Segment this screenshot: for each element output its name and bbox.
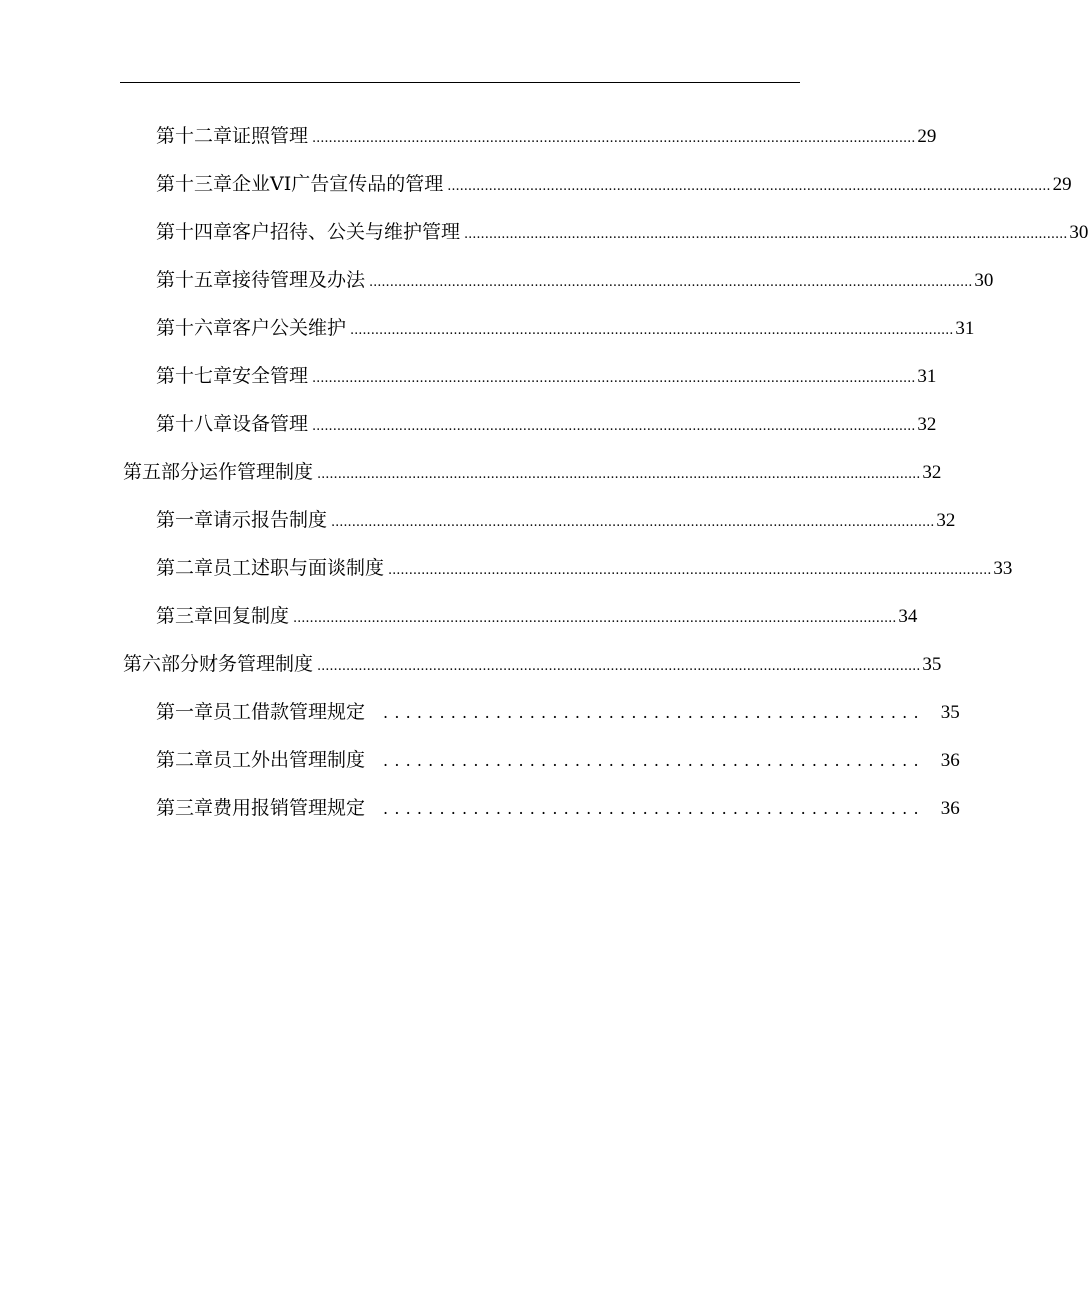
toc-entry[interactable]	[156, 208, 1088, 256]
toc-entry-page: 29	[1052, 174, 1072, 195]
toc-entry-page: 33	[993, 558, 1013, 579]
header-rule	[120, 82, 800, 83]
toc-entry-number: 第一章	[156, 701, 214, 723]
toc-entry-title: 企业VI广告宣传品的管理	[232, 173, 444, 195]
toc-dot-leader: ..................................................................................................................................................	[312, 371, 916, 386]
toc-dot-leader: ..................................................................................................................................................	[331, 515, 935, 530]
toc-entry[interactable]	[156, 784, 960, 832]
toc-dot-leader: ..................................................................................................................................................	[312, 419, 916, 434]
toc-entry-page: 29	[917, 126, 937, 147]
toc-entry-page: 31	[917, 366, 937, 387]
toc-entry-number: 第十五章	[156, 269, 233, 291]
toc-dot-leader: ..................................................................................................................................................	[447, 179, 1051, 194]
toc-entry-number: 第三章	[156, 797, 214, 819]
toc-entry-page: 32	[936, 510, 956, 531]
toc-entry-title: 客户招待、公关与维护管理	[232, 221, 461, 243]
toc-entry-number: 第十二章	[156, 125, 233, 147]
toc-dot-leader: ................................................	[383, 799, 925, 818]
toc-entry-page: 30	[974, 270, 994, 291]
toc-entry-number: 第十六章	[156, 317, 233, 339]
toc-entry-title: 费用报销管理规定	[213, 797, 366, 819]
toc-entry[interactable]	[156, 544, 1013, 592]
toc-entry-number: 第十八章	[156, 413, 233, 435]
toc-entry[interactable]	[156, 496, 956, 544]
toc-entry-number: 第五部分	[123, 461, 200, 483]
toc-entry-title: 回复制度	[213, 605, 290, 627]
toc-entry-number: 第十四章	[156, 221, 233, 243]
toc-entry-page: 35	[922, 654, 942, 675]
toc-entry-number: 第一章	[156, 509, 214, 531]
toc-dot-leader: ..................................................................................................................................................	[317, 659, 921, 674]
toc-entry-title: 请示报告制度	[213, 509, 328, 531]
toc-entry-page: 36	[940, 750, 960, 771]
toc-entry-title: 证照管理	[232, 125, 309, 147]
toc-entry-page: 35	[940, 702, 960, 723]
toc-entry-page: 32	[922, 462, 942, 483]
toc-dot-leader: ..................................................................................................................................................	[369, 275, 973, 290]
toc-entry-number: 第三章	[156, 605, 214, 627]
toc-dot-leader: ..................................................................................................................................................	[350, 323, 954, 338]
toc-entry[interactable]	[156, 400, 937, 448]
toc-entry[interactable]	[156, 592, 918, 640]
toc-dot-leader: ..................................................................................................................................................	[388, 563, 992, 578]
toc-entry-title: 接待管理及办法	[232, 269, 366, 291]
toc-part-entry[interactable]	[123, 448, 942, 496]
toc-entry[interactable]	[156, 736, 960, 784]
toc-entry-number: 第二章	[156, 749, 214, 771]
toc-dot-leader: ................................................	[383, 703, 925, 722]
toc-entry-page: 34	[898, 606, 918, 627]
toc-dot-leader: ..................................................................................................................................................	[312, 131, 916, 146]
toc-entry[interactable]	[156, 352, 937, 400]
toc-part-entry[interactable]	[123, 640, 942, 688]
toc-entry-title: 员工外出管理制度	[213, 749, 366, 771]
toc-entry[interactable]	[156, 112, 937, 160]
toc-entry-title: 员工借款管理规定	[213, 701, 366, 723]
toc-entry-title: 员工述职与面谈制度	[213, 557, 385, 579]
toc-entry[interactable]	[156, 256, 994, 304]
toc-entry[interactable]	[156, 160, 1072, 208]
toc-entry-title: 客户公关维护	[232, 317, 347, 339]
toc-entry-number: 第十三章	[156, 173, 233, 195]
toc-entry-title: 财务管理制度	[199, 653, 314, 675]
toc-entry-number: 第二章	[156, 557, 214, 579]
toc-entry-number: 第十七章	[156, 365, 233, 387]
toc-entry-page: 32	[917, 414, 937, 435]
toc-entry-page: 36	[940, 798, 960, 819]
toc-entry-page: 30	[1069, 222, 1088, 243]
toc-entry-title: 运作管理制度	[199, 461, 314, 483]
toc-entry-number: 第六部分	[123, 653, 200, 675]
toc-entry[interactable]	[156, 688, 960, 736]
toc-entry[interactable]	[156, 304, 975, 352]
toc-dot-leader: ................................................	[383, 751, 925, 770]
toc-dot-leader: ..................................................................................................................................................	[464, 227, 1068, 242]
toc-dot-leader: ..................................................................................................................................................	[293, 611, 897, 626]
toc-entry-title: 设备管理	[232, 413, 309, 435]
toc-dot-leader: ..................................................................................................................................................	[317, 467, 921, 482]
toc-entry-page: 31	[955, 318, 975, 339]
toc-entry-title: 安全管理	[232, 365, 309, 387]
